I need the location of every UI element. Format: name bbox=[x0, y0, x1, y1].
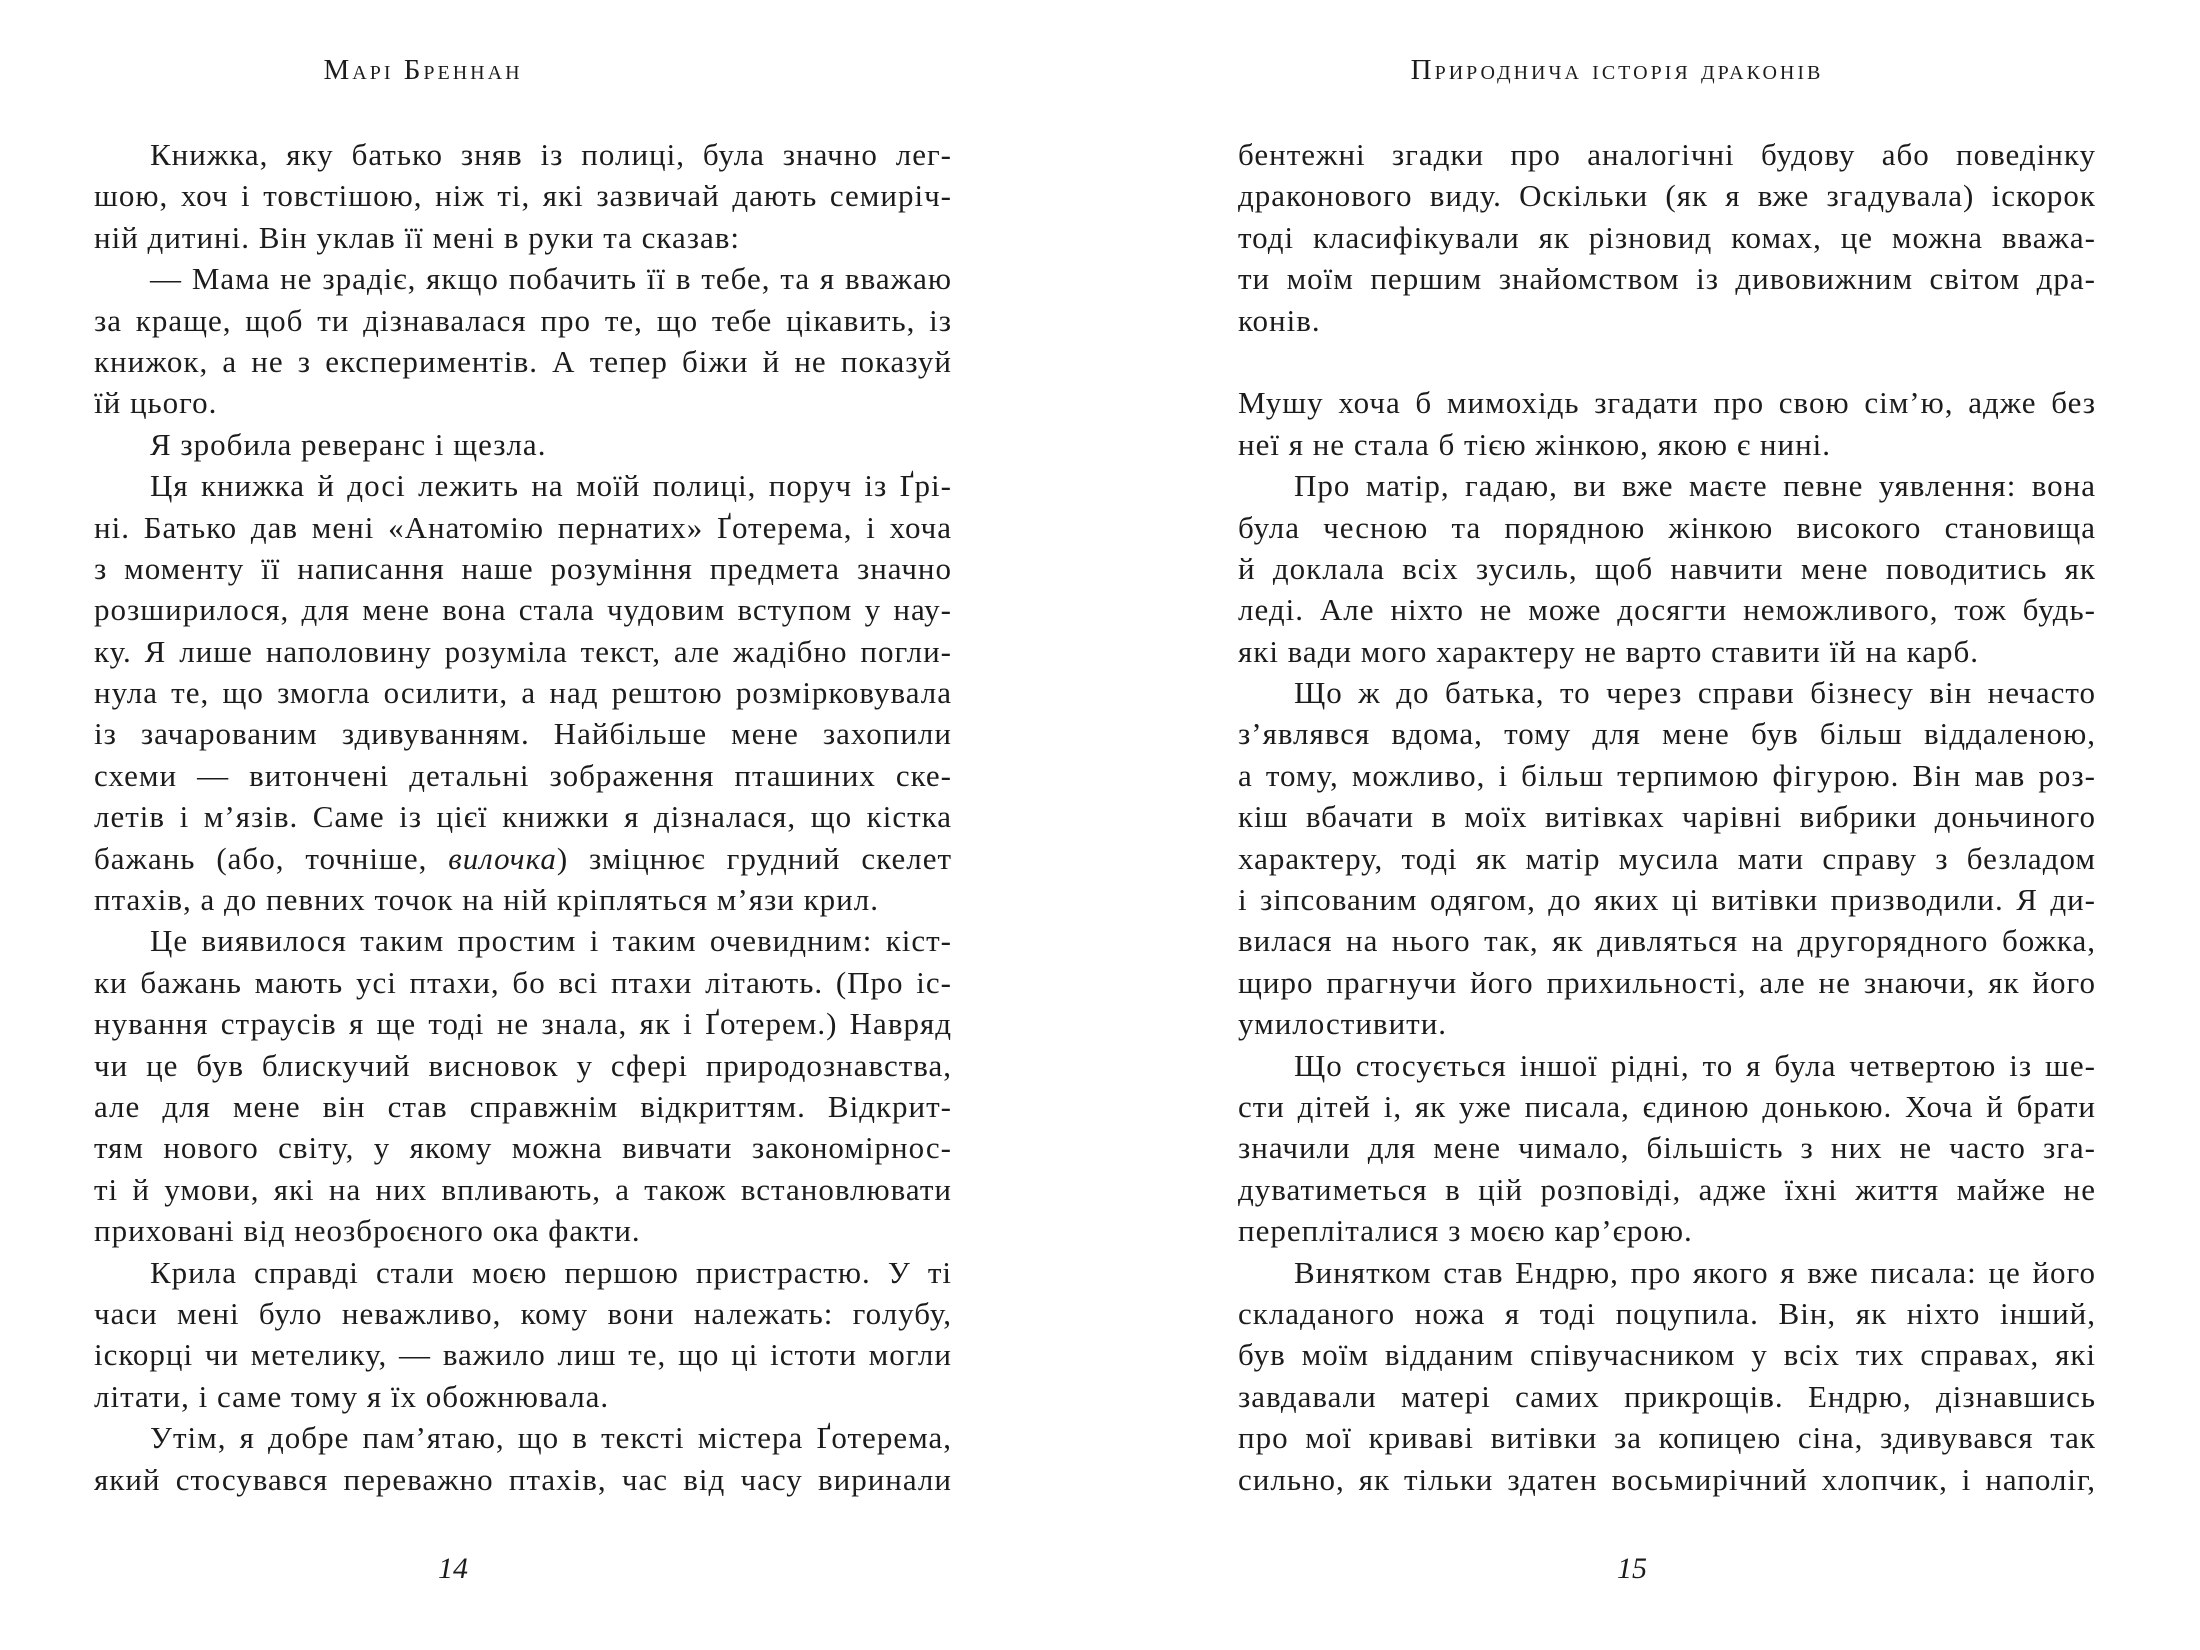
text-line: Це виявилося таким простим і таким очевидним: кіст- bbox=[150, 923, 952, 959]
text-line: була чесною та порядною жінкою високого становища bbox=[1238, 509, 2096, 545]
text-line: завдавали матері самих прикрощів. Ендрю, дізнавшись bbox=[1238, 1378, 2096, 1414]
page-left bbox=[94, 0, 952, 1650]
text-line: кіш вбачати в моїх витівках чарівні вибрики доньчиного bbox=[1238, 799, 2096, 835]
text-line: характеру, тоді як матір мусила мати справу з безладом bbox=[1238, 840, 2096, 876]
page-number-left: 14 bbox=[438, 1552, 468, 1585]
text-line: ти моїм першим знайомством із дивовижним світом дра- bbox=[1238, 261, 2096, 297]
text-line: Винятком став Ендрю, про якого я вже писала: це його bbox=[1294, 1254, 2096, 1290]
text-line: і зіпсованим одягом, до яких ці витівки призводили. Я ди- bbox=[1238, 882, 2096, 918]
text-line: Утім, я добре пам’ятаю, що в тексті містера Ґотерема, bbox=[150, 1420, 952, 1456]
text-line: дуватиметься в цій розповіді, адже їхні життя майже не bbox=[1238, 1171, 2096, 1207]
text-line: з’являвся вдома, тому для мене був більш віддаленою, bbox=[1238, 716, 2096, 752]
text-line: щиро прагнучи його прихильності, але не знаючи, як його bbox=[1238, 964, 2096, 1000]
text-line: нула те, що змогла осилити, а над рештою розмірковувала bbox=[94, 675, 952, 711]
text-line: бажань (або, точніше, вилочка) зміцнює грудний скелет bbox=[94, 840, 952, 876]
text-line: часи мені було неважливо, кому вони належать: голубу, bbox=[94, 1295, 952, 1331]
text-line: вилася на нього так, як дивляться на другорядного божка, bbox=[1238, 923, 2096, 959]
text-line: Ця книжка й досі лежить на моїй полиці, поруч із Ґрі- bbox=[150, 468, 952, 504]
text-line: чи це був блискучий висновок у сфері природознавства, bbox=[94, 1047, 952, 1083]
text-line: леді. Але ніхто не може досягти неможливого, тож будь- bbox=[1238, 592, 2096, 628]
text-line: із зачарованим здивуванням. Найбільше мене захопили bbox=[94, 716, 952, 752]
text-line: Що стосується іншої рідні, то я була четвертою із ше- bbox=[1294, 1047, 2096, 1083]
text-line: складаного ножа я тоді поцупила. Він, як ніхто інший, bbox=[1238, 1295, 2096, 1331]
text-line: Що ж до батька, то через справи бізнесу він нечасто bbox=[1294, 675, 2096, 711]
text-block-right bbox=[1238, 134, 2096, 1500]
text-line: їй цього. bbox=[94, 385, 218, 421]
text-line: Я зробила реверанс і щезла. bbox=[150, 426, 547, 462]
running-header-left: Марі Бреннан bbox=[323, 54, 523, 86]
text-line: був моїм відданим співучасником у всіх тих справах, які bbox=[1238, 1337, 2096, 1373]
text-line: який стосувався переважно птахів, час від часу виринали bbox=[94, 1461, 952, 1497]
section-break bbox=[1238, 341, 2096, 382]
text-line: з моменту її написання наше розуміння предмета значно bbox=[94, 550, 952, 586]
text-line: книжок, а не з експериментів. А тепер біжи й не показуй bbox=[94, 343, 952, 379]
text-line: неї я не стала б тією жінкою, якою є нині. bbox=[1238, 426, 1832, 462]
text-line: ні. Батько дав мені «Анатомію пернатих» Ґотерема, і хоча bbox=[94, 509, 952, 545]
running-header-right: Природнича історія драконів bbox=[1410, 54, 1824, 86]
text-line: ку. Я лише наполовину розуміла текст, але жадібно погли- bbox=[94, 633, 952, 669]
text-line: Про матір, гадаю, ви вже маєте певне уявлення: вона bbox=[1294, 468, 2096, 504]
text-line: розширилося, для мене вона стала чудовим вступом у нау- bbox=[94, 592, 952, 628]
text-line: летів і м’язів. Саме із цієї книжки я дізналася, що кістка bbox=[94, 799, 952, 835]
text-line: нування страусів я ще тоді не знала, як і Ґотерем.) Навряд bbox=[94, 1006, 952, 1042]
text-line: значили для мене чимало, більшість з них не часто зга- bbox=[1238, 1130, 2096, 1166]
text-line: бентежні згадки про аналогічні будову або поведінку bbox=[1238, 137, 2096, 172]
text-line: Мушу хоча б мимохідь згадати про свою сім’ю, адже без bbox=[1238, 385, 2096, 421]
text-line: ній дитині. Він уклав її мені в руки та сказав: bbox=[94, 219, 741, 255]
text-line: драконового виду. Оскільки (як я вже згадувала) іскорок bbox=[1238, 178, 2096, 214]
text-line: птахів, а до певних точок на ній кріпляться м’язи крил. bbox=[94, 882, 879, 918]
text-line: які вади мого характеру не варто ставити їй на карб. bbox=[1238, 633, 1980, 669]
text-line: Книжка, яку батько зняв із полиці, була значно лег- bbox=[150, 137, 952, 172]
text-block-left bbox=[94, 134, 952, 1500]
text-line: іскорці чи метелику, — важило лиш те, що ці істоти могли bbox=[94, 1337, 952, 1373]
text-line: ки бажань мають усі птахи, бо всі птахи літають. (Про іс- bbox=[94, 964, 952, 1000]
text-line: конів. bbox=[1238, 302, 1321, 338]
text-line: але для мене він став справжнім відкриттям. Відкрит- bbox=[94, 1088, 952, 1124]
text-line: ті й умови, які на них впливають, а також встановлювати bbox=[94, 1171, 952, 1207]
text-line: сти дітей і, як уже писала, єдиною донькою. Хоча й брати bbox=[1238, 1088, 2096, 1124]
text-line: — Мама не зрадіє, якщо побачить її в тебе, та я вважаю bbox=[150, 261, 952, 297]
page-right bbox=[1238, 0, 2096, 1650]
text-line: схеми — витончені детальні зображення пташиних ске- bbox=[94, 757, 952, 793]
text-line: за краще, щоб ти дізнавалася про те, що тебе цікавить, із bbox=[94, 302, 952, 338]
text-line: приховані від неозброєного ока факти. bbox=[94, 1213, 641, 1249]
text-line: умилостивити. bbox=[1238, 1006, 1448, 1042]
text-line: перепліталися з моєю кар’єрою. bbox=[1238, 1213, 1693, 1249]
text-line: тям нового світу, у якому можна вивчати закономірнос- bbox=[94, 1130, 952, 1166]
text-line: Крила справді стали моєю першою пристрастю. У ті bbox=[150, 1254, 952, 1290]
text-line: про мої криваві витівки за копицею сіна, здивувався так bbox=[1238, 1420, 2096, 1456]
text-line: сильно, як тільки здатен восьмирічний хлопчик, і наполіг, bbox=[1238, 1461, 2096, 1497]
text-line: й доклала всіх зусиль, щоб навчити мене поводитись як bbox=[1238, 550, 2096, 586]
text-line: літати, і саме тому я їх обожнювала. bbox=[94, 1378, 610, 1414]
page-number-right: 15 bbox=[1617, 1552, 1647, 1585]
text-line: тоді класифікували як різновид комах, це можна вважа- bbox=[1238, 219, 2096, 255]
text-line: шою, хоч і товстішою, ніж ті, які зазвичай дають семиріч- bbox=[94, 178, 952, 214]
text-line: а тому, можливо, і більш терпимою фігурою. Він мав роз- bbox=[1238, 757, 2096, 793]
